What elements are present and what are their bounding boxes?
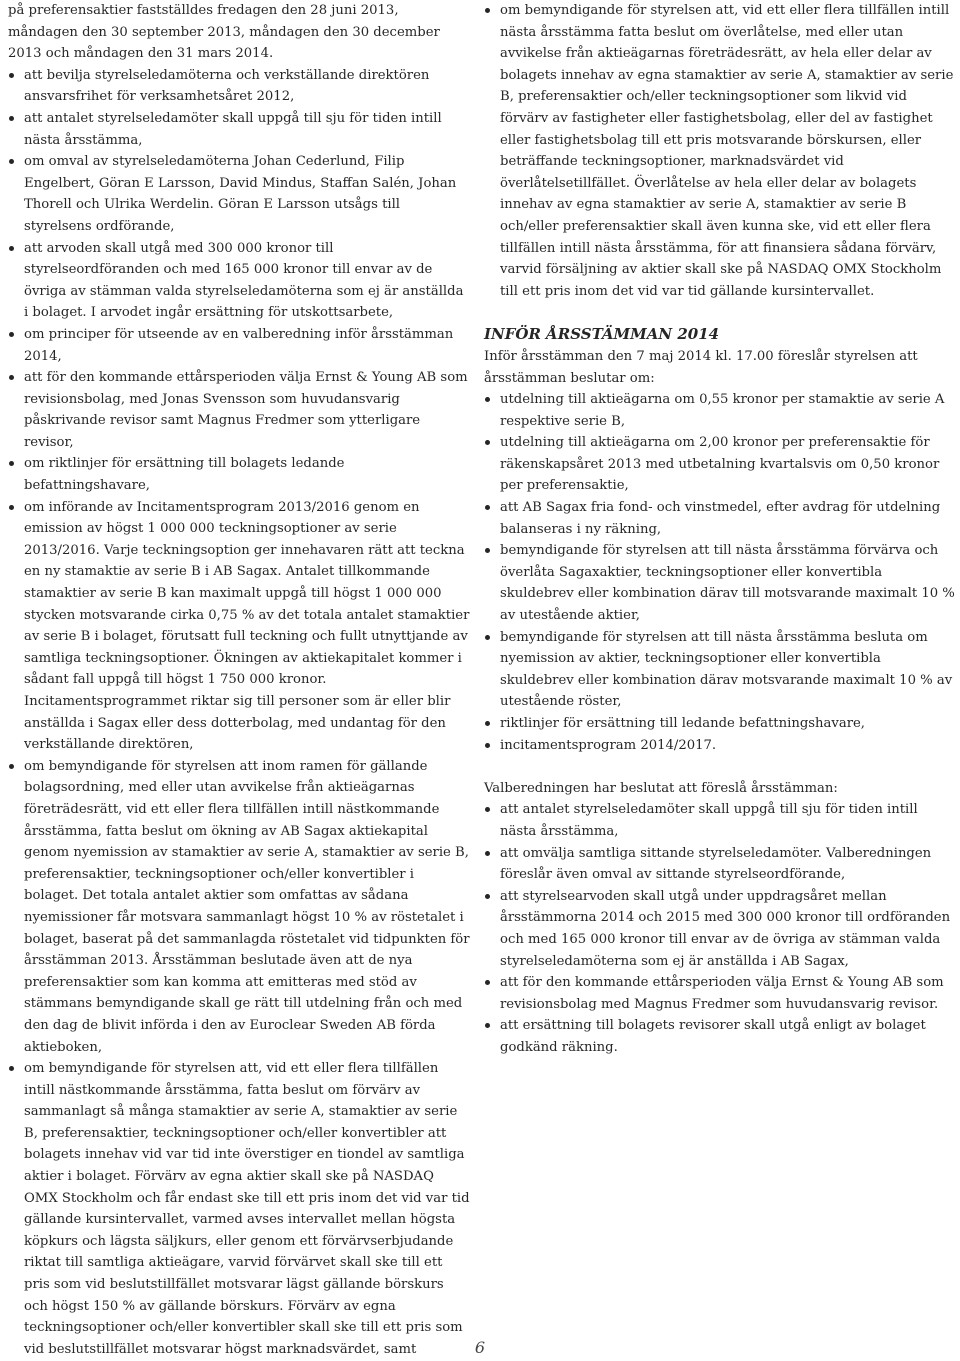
list-item: om riktlinjer för ersättning till bolagets ledande befattningshavare, — [8, 453, 470, 496]
list-item: att arvoden skall utgå med 300 000 kronor till styrelseordföranden och med 165 000 kronor till envar av de övriga av stämman valda styrelseledamöterna som ej är anställda i bolaget. I arvodet ingår ersättning för utskottsarbete, — [8, 238, 470, 324]
list-item: utdelning till aktieägarna om 2,00 kronor per preferensaktie för räkenskapsåret 2013 med utbetalning kvartalsvis om 0,50 kronor per preferensaktie, — [484, 432, 956, 497]
list-item: att ersättning till bolagets revisorer skall utgå enligt av bolaget godkänd räkning. — [484, 1015, 956, 1058]
paragraph-spacer — [484, 756, 956, 778]
list-item: bemyndigande för styrelsen att till nästa årsstämma besluta om nyemission av aktier, teckningsoptioner eller konvertibla skuldebrev eller kombination därav motsvarande maximalt 10 % av utestående röster, — [484, 627, 956, 713]
list-item: om principer för utseende av en valberedning inför årsstämman 2014, — [8, 324, 470, 367]
board-proposal-intro: Inför årsstämman den 7 maj 2014 kl. 17.00 föreslår styrelsen att årsstämman beslutar om: — [484, 348, 918, 386]
list-item: riktlinjer för ersättning till ledande befattningshavare, — [484, 713, 956, 735]
list-item: att bevilja styrelseledamöterna och verkställande direktören ansvarsfrihet för verksamhetsåret 2012, — [8, 65, 470, 108]
section-heading: INFÖR ÅRSSTÄMMAN 2014 — [484, 325, 720, 344]
list-item: utdelning till aktieägarna om 0,55 kronor per stamaktie av serie A respektive serie B, — [484, 389, 956, 432]
list-item: om omval av styrelseledamöterna Johan Cederlund, Filip Engelbert, Göran E Larsson, David Mindus, Staffan Salén, Johan Thorell och Ulrika Werdelin. Göran E Larsson utsågs till styrelsens ordförande, — [8, 151, 470, 237]
list-item: att omvälja samtliga sittande styrelseledamöter. Valberedningen föreslår även omval av sittande styrelseordförande, — [484, 843, 956, 886]
page-number: 6 — [474, 1338, 486, 1357]
list-item: bemyndigande för styrelsen att till nästa årsstämma förvärva och överlåta Sagaxaktier, teckningsoptioner eller konvertibla skuldebrev eller kombination därav till motsvarande maximalt 10 % av utestående aktier, — [484, 540, 956, 626]
list-item: att styrelsearvoden skall utgå under uppdragsåret mellan årsstämmorna 2014 och 2015 med 300 000 kronor till ordföranden och med 165 000 kronor till envar av de övriga av stämman valda styrelseledamöterna som ej är anställda i AB Sagax, — [484, 886, 956, 972]
list-item: att AB Sagax fria fond- och vinstmedel, efter avdrag för utdelning balanseras i ny räkning, — [484, 497, 956, 540]
nomination-intro: Valberedningen har beslutat att föreslå årsstämman: — [484, 780, 838, 796]
list-item: om bemyndigande för styrelsen att, vid ett eller flera tillfällen intill nästkommande årsstämma, fatta beslut om förvärv av sammanlagt så många stamaktier av serie A, stamaktier av serie B, preferensaktier, teckningsoptioner och/eller konvertibler att bolagets innehav vid var tid inte överstiger en tiondel av samtliga aktier i bolaget. Förvärv av egna aktier skall ske på NASDAQ OMX Stockholm och får endast ske till ett pris inom det vid var tid gällande kursintervallet, varmed avses intervallet mellan högsta köpkurs och lägsta säljkurs, eller genom ett förvärvserbjudande riktat till samtliga aktieägare, varvid förvärvet skall ske till ett pris som vid beslutstillfället motsvarar lägst gällande börskurs och högst 150 % av gällande börskurs. Förvärv av egna teckningsoptioner och/eller konvertibler skall ske till ett pris som vid beslutstillfället motsvarar högst marknadsvärdet, samt — [8, 1058, 470, 1360]
list-item: att för den kommande ettårsperioden välja Ernst & Young AB som revisionsbolag, med Jonas Svensson som huvudansvarig påskrivande revisor samt Magnus Fredmer som ytterligare revisor, — [8, 367, 470, 453]
continuation-paragraph: på preferensaktier fastställdes fredagen den 28 juni 2013, måndagen den 30 september 2013, måndagen den 30 december 2013 och måndagen den 31 mars 2014. — [8, 3, 440, 62]
resolutions-list — [8, 65, 470, 1361]
list-item: att antalet styrelseledamöter skall uppgå till sju för tiden intill nästa årsstämma, — [8, 108, 470, 151]
list-item: om bemyndigande för styrelsen att inom ramen för gällande bolagsordning, med eller utan avvikelse från aktieägarnas företrädesrätt, vid ett eller flera tillfällen intill nästkommande årsstämma, fatta beslut om ökning av AB Sagax aktiekapital genom nyemission av stamaktier av serie A, stamaktier av serie B, preferensaktier, teckningsoptioner och/eller konvertibler i bolaget. Det totala antalet aktier som omfattas av sådana nyemissioner får motsvara sammanlagt högst 10 % av röstetalet i bolaget, baserat på det sammanlagda röstetalet vid tidpunkten för årsstämman 2013. Årsstämman beslutade även att de nya preferensaktier som kan komma att emitteras med stöd av stämmans bemyndigande skall ge rätt till utdelning från och med den dag de blivit införda i den av Euroclear Sweden AB förda aktieboken, — [8, 756, 470, 1058]
left-column — [8, 0, 470, 1360]
list-item: incitamentsprogram 2014/2017. — [484, 735, 956, 757]
right-column — [484, 0, 956, 1059]
list-item: om bemyndigande för styrelsen att, vid ett eller flera tillfällen intill nästa årsstämma fatta beslut om överlåtelse, med eller utan avvikelse från aktieägarnas företrädesrätt, av hela eller delar av bolagets innehav av egna stamaktier av serie A, stamaktier av serie B, preferensaktier och/eller teckningsoptioner som likvid vid förvärv av fastigheter eller fastighetsbolag, eller del av fastighet eller fastighetsbolag till ett pris motsvarande börskursen, eller beträffande teckningsoptioner, marknadsvärdet vid överlåtelsetillfället. Överlåtelse av hela eller delar av bolagets innehav av egna stamaktier av serie A, stamaktier av serie B och/eller preferensaktier skall även kunna ske, vid ett eller flera tillfällen intill nästa årsstämma, för att finansiera sådana förvärv, varvid försäljning av aktier skall ske på NASDAQ OMX Stockholm till ett pris inom det vid var tid gällande kursintervallet. — [484, 0, 956, 302]
resolutions-list-continued — [484, 0, 956, 302]
board-proposals-list — [484, 389, 956, 756]
nomination-proposals-list — [484, 799, 956, 1058]
list-item: om införande av Incitamentsprogram 2013/2016 genom en emission av högst 1 000 000 teckningsoptioner av serie 2013/2016. Varje teckningsoption ger innehavaren rätt att teckna en ny stamaktie av serie B i AB Sagax. Antalet tillkommande stamaktier av serie B kan maximalt uppgå till högst 1 000 000 stycken motsvarande cirka 0,75 % av det totala antalet stamaktier av serie B i bolaget, förutsatt full teckning och fullt utnyttjande av samtliga teckningsoptioner. Ökningen av aktiekapitalet kommer i sådant fall uppgå till högst 1 750 000 kronor. Incitamentsprogrammet riktar sig till personer som är eller blir anställda i Sagax eller dess dotterbolag, med undantag för den verkställande direktören, — [8, 497, 470, 756]
list-item: att antalet styrelseledamöter skall uppgå till sju för tiden intill nästa årsstämma, — [484, 799, 956, 842]
list-item: att för den kommande ettårsperioden välja Ernst & Young AB som revisionsbolag med Magnus Fredmer som huvudansvarig revisor. — [484, 972, 956, 1015]
